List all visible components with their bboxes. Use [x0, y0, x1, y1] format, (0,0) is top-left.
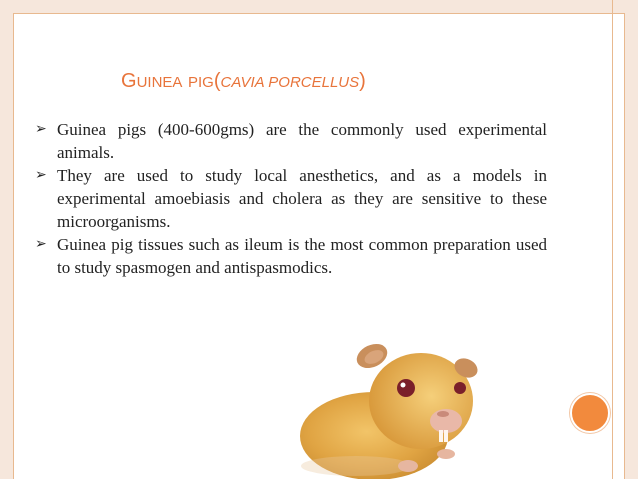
bullet-text: Guinea pigs (400-600gms) are the commonly used experimental animals.: [57, 120, 547, 162]
bullet-text: They are used to study local anesthetics, and as a models in experimental amoebiasis and cholera as they are sensitive to these microorganisms.: [57, 166, 547, 231]
arrow-bullet-icon: ➢: [35, 236, 47, 252]
top-band: [0, 0, 638, 13]
bullet-item: [35, 233, 547, 279]
right-divider: [612, 0, 613, 479]
bullet-list: [35, 118, 547, 279]
arrow-bullet-icon: ➢: [35, 121, 47, 137]
title-word2: PIG: [187, 74, 214, 91]
title-close-paren: ): [359, 70, 366, 92]
slide-title: [121, 70, 366, 93]
bullet-item: [35, 164, 547, 233]
title-word1: UINEA: [136, 74, 183, 91]
title-initial: G: [121, 70, 137, 92]
title-open-paren: (: [213, 70, 221, 92]
left-band: [0, 0, 13, 479]
bullet-text: Guinea pig tissues such as ileum is the most common preparation used to study spasmogen and antispasmodics.: [57, 235, 547, 277]
arrow-bullet-icon: ➢: [35, 167, 47, 183]
title-scientific-name: CAVIA PORCELLUS: [220, 74, 360, 91]
bullet-item: [35, 118, 547, 164]
guinea-pig-photo: [296, 326, 482, 479]
orange-circle-ornament: [570, 393, 610, 433]
